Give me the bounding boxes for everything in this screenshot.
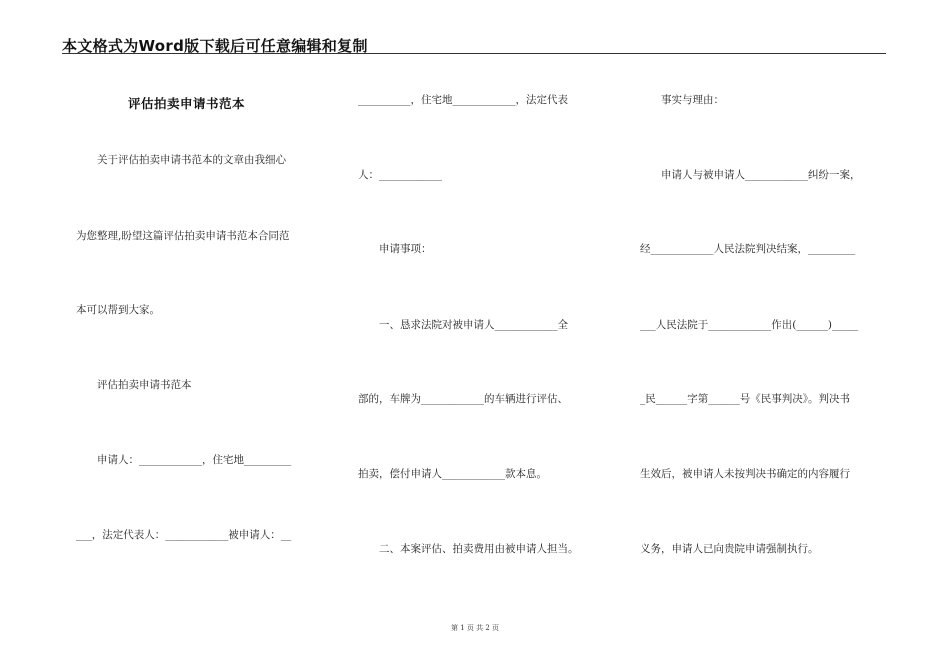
text-line: 本可以帮到大家。: [76, 304, 160, 316]
text-line: 申请人：____________，住宅地_________: [76, 454, 292, 466]
text-column-2: [358, 0, 608, 672]
text-line: ___，法定代表人：____________被申请人：__: [76, 529, 292, 541]
text-column-1: [76, 0, 326, 672]
text-line: 二、本案评估、拍卖费用由被申请人担当。: [358, 543, 579, 555]
text-line: 人：____________: [358, 169, 442, 181]
text-line: 拍卖，偿付申请人____________款本息。: [358, 468, 547, 480]
text-line: 申请人与被申请人____________纠纷一案，: [640, 169, 861, 181]
text-line: 申请事项：: [358, 243, 432, 255]
text-line: 为您整理,盼望这篇评估拍卖申请书范本合同范: [76, 230, 290, 242]
text-line: 部的，车牌为____________的车辆进行评估、: [358, 393, 568, 405]
text-line: 关于评估拍卖申请书范本的文章由我细心: [76, 154, 286, 166]
text-line: ___人民法院于____________作出(______)_____: [640, 319, 859, 331]
text-line: 事实与理由：: [640, 94, 724, 106]
text-line: _民______字第______号《民事判决》。判决书: [640, 393, 850, 405]
text-line: 生效后，被申请人未按判决书确定的内容履行: [640, 468, 850, 480]
text-column-3: [640, 0, 890, 672]
document-header: 本文格式为Word版下载后可任意编辑和复制: [62, 37, 368, 55]
document-title: 评估拍卖申请书范本: [128, 96, 246, 111]
text-line: 经____________人民法院判决结案，_________: [640, 243, 856, 255]
text-line: 一、恳求法院对被申请人____________全: [358, 319, 568, 331]
text-line: __________，住宅地____________，法定代表: [358, 94, 568, 106]
text-line: 义务，申请人已向贵院申请强制执行。: [640, 543, 819, 555]
page-number: 第 1 页 共 2 页: [450, 624, 500, 632]
text-line: 评估拍卖申请书范本: [76, 379, 192, 391]
